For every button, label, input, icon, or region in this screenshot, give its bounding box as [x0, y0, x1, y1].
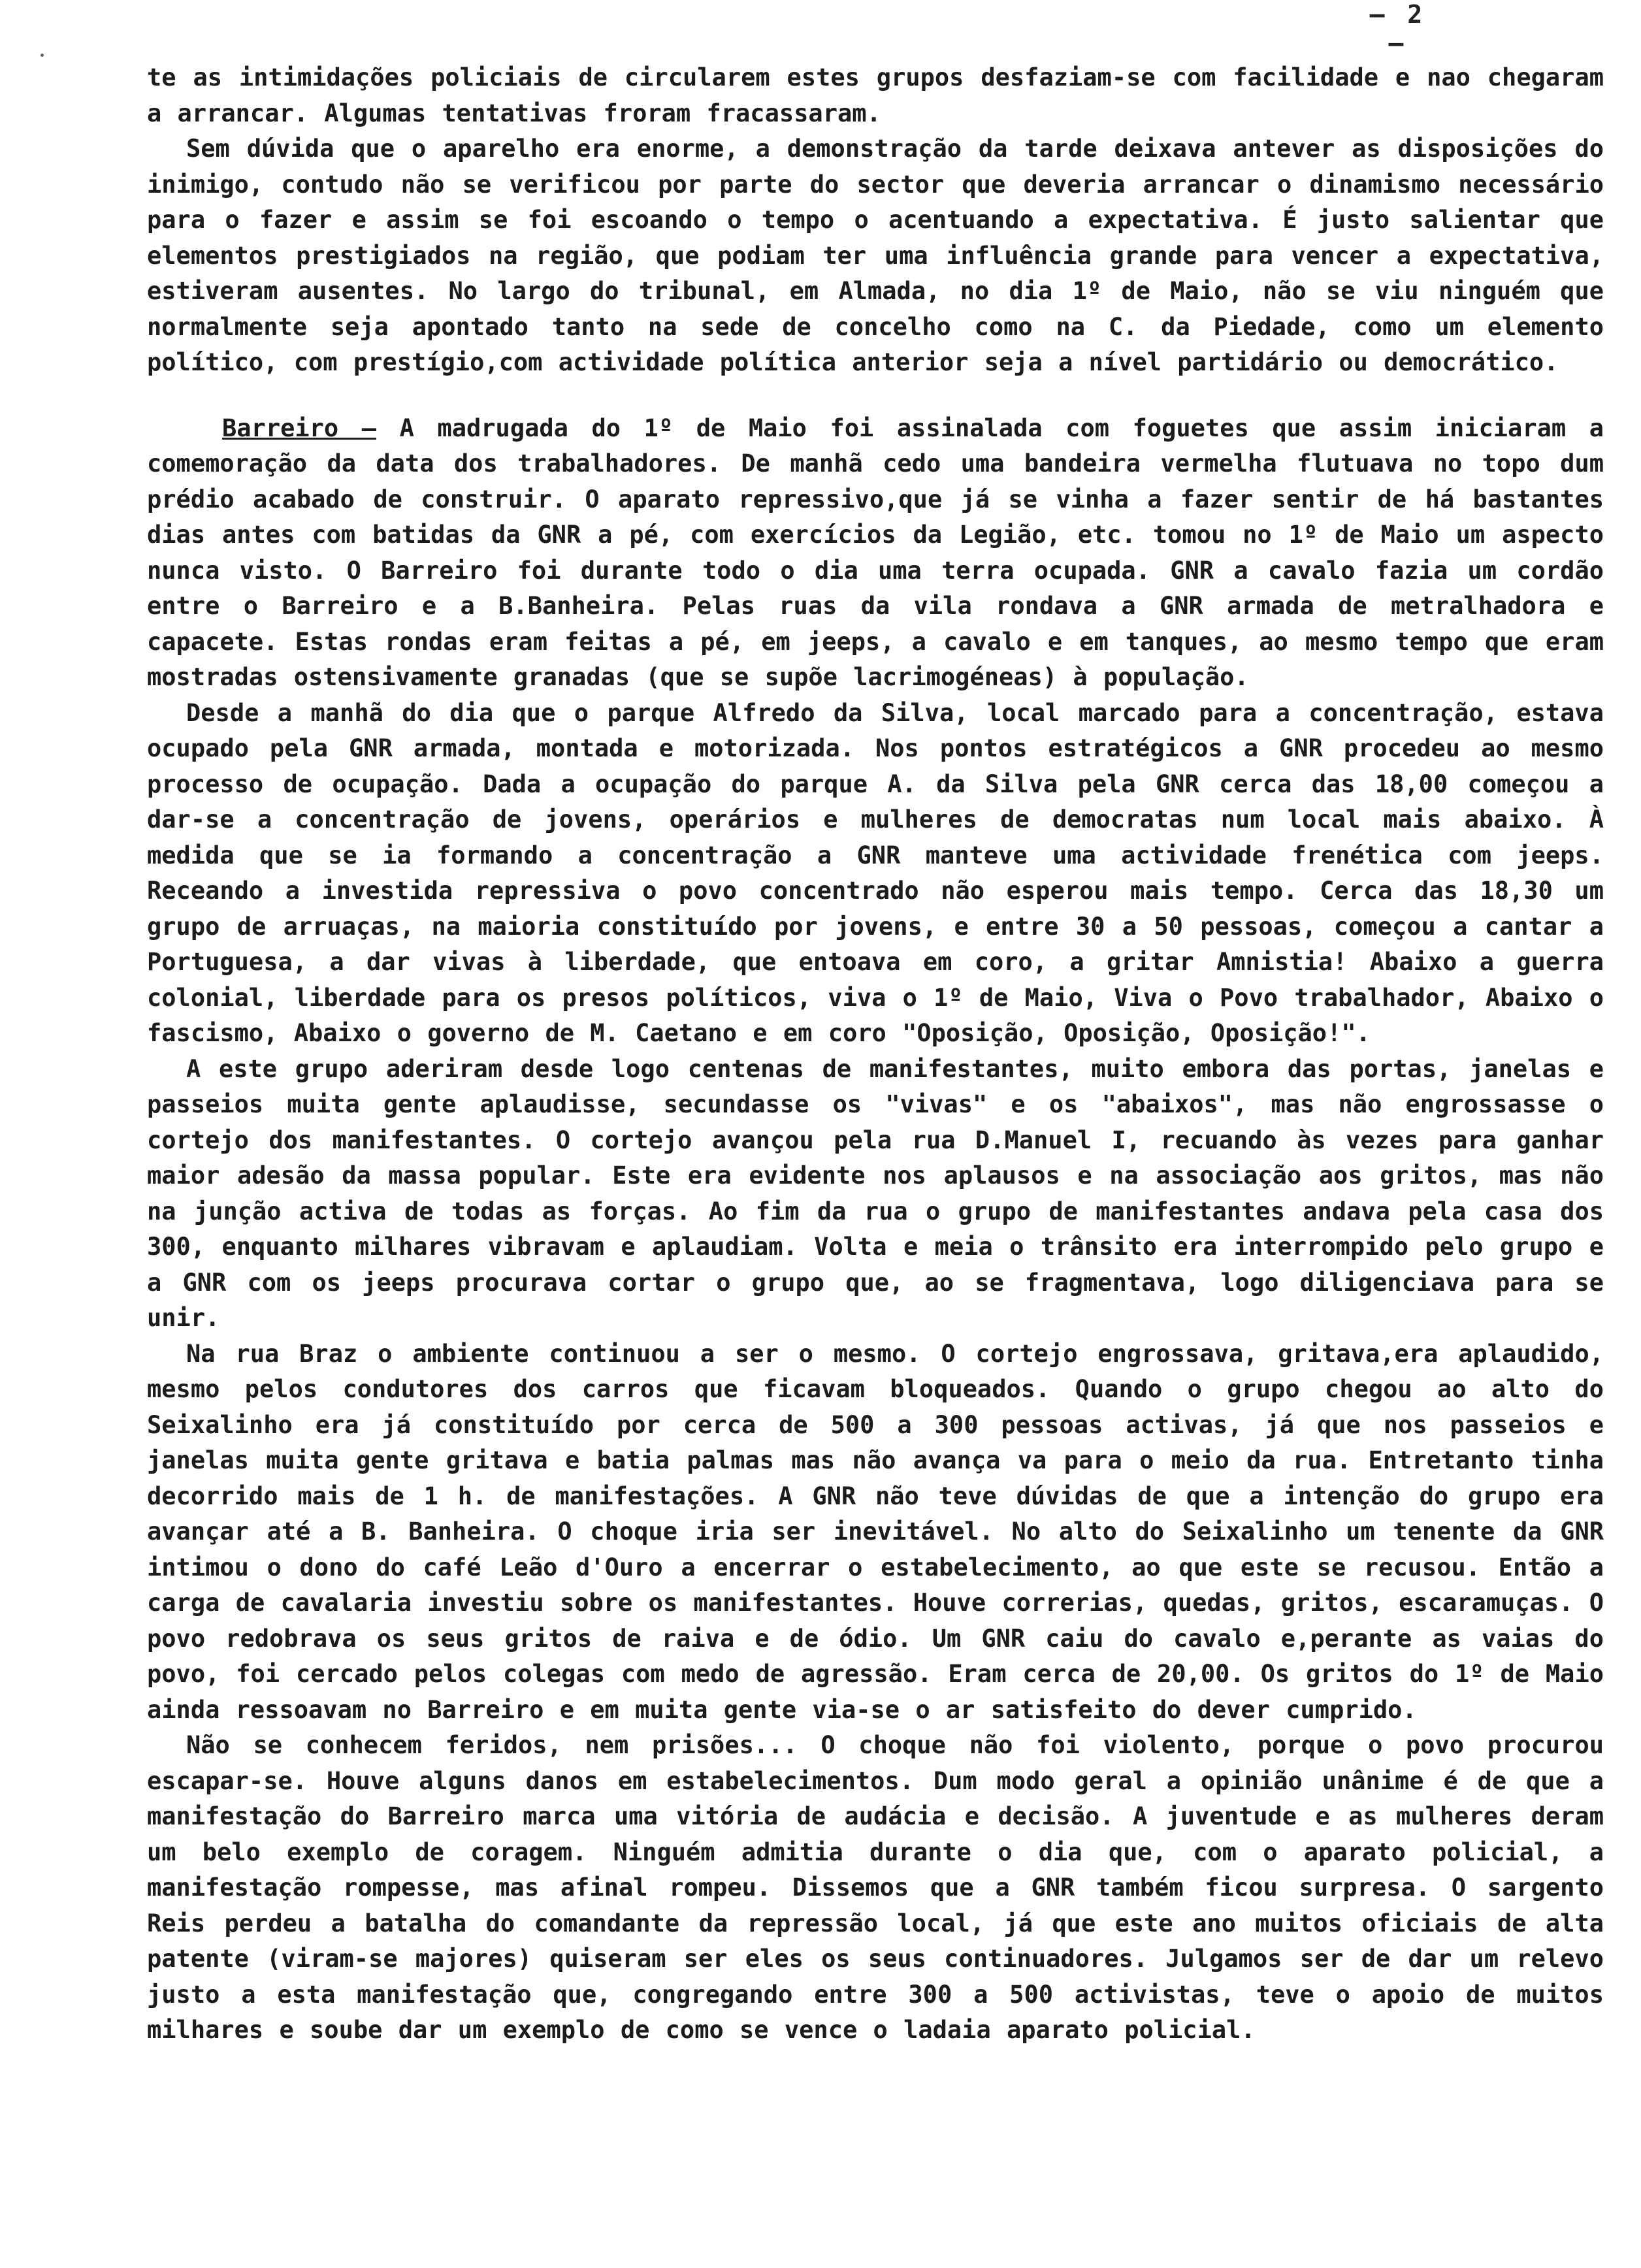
barreiro-heading: Barreiro – [222, 413, 377, 442]
paragraph-barreiro [147, 411, 1604, 696]
scan-speck [41, 54, 44, 57]
paragraph-conclusion: Não se conhecem feridos, nem prisões... O choque não foi violento, porque o povo procurou escapar-se. Houve alguns danos em estabelecimentos. Dum modo geral a opinião unânime é de que a manifestação do Barreiro marca uma vitória de audácia e decisão. A juventude e as mulheres deram um belo exemplo de coragem. Ninguém admitia durante o dia que, com o aparato policial, a manifestação rompesse, mas afinal rompeu. Dissemos que a GNR também ficou surpresa. O sargento Reis perdeu a batalha do comandante da repressão local, já que este ano muitos oficiais de alta patente (viram-se majores) quiseram ser eles os seus continuadores. Julgamos ser de dar um relevo justo a esta manifestação que, congregando entre 300 a 500 activistas, teve o apoio de muitos milhares e soube dar um exemplo de como se vence o ladaia aparato policial. [147, 1731, 1604, 2044]
paragraph-barreiro-text: A madrugada do 1º de Maio foi assinalada com foguetes que assim iniciaram a comemoração da data dos trabalhadores. De manhã cedo uma bandeira vermelha flutuava no topo dum prédio acabado de construir. O aparato repressivo,que já se vinha a fazer sentir de há bastantes dias antes com batidas da GNR a pé, com exercícios da Legião, etc. tomou no 1º de Maio um aspecto nunca visto. O Barreiro foi durante todo o dia uma terra ocupada. GNR a cavalo fazia um cordão entre o Barreiro e a B.Banheira. Pelas ruas da vila rondava a GNR armada de metralhadora e capacete. Estas rondas eram feitas a pé, em jeeps, a cavalo e em tanques, ao mesmo tempo que eram mostradas ostensivamente granadas (que se supõe lacrimogéneas) à população. [147, 413, 1604, 691]
paragraph-cortejo: A este grupo aderiram desde logo centenas de manifestantes, muito embora das portas, janelas e passeios muita gente aplaudisse, secundasse os "vivas" e os "abaixos", mas não engrossasse o cortejo dos manifestantes. O cortejo avançou pela rua D.Manuel I, recuando às vezes para ganhar maior adesão da massa popular. Este era evidente nos aplausos e na associação aos gritos, mas não na junção activa de todas as forças. Ao fim da rua o grupo de manifestantes andava pela casa dos 300, enquanto milhares vibravam e aplaudiam. Volta e meia o trânsito era interrompido pelo grupo e a GNR com os jeeps procurava cortar o grupo que, ao se fragmentava, logo diligenciava para se unir. [147, 1054, 1604, 1332]
paragraph-rua-braz: Na rua Braz o ambiente continuou a ser o mesmo. O cortejo engrossava, gritava,era aplaudido, mesmo pelos condutores dos carros que ficavam bloqueados. Quando o grupo chegou ao alto do Seixalinho era já constituído por cerca de 500 a 300 pessoas activas, já que nos passeios e janelas muita gente gritava e batia palmas mas não avança va para o meio da rua. Entretanto tinha decorrido mais de 1 h. de manifestações. A GNR não teve dúvidas de que a intenção do grupo era avançar até a B. Banheira. O choque iria ser inevitável. No alto do Seixalinho um tenente da GNR intimou o dono do café Leão d'Ouro a encerrar o estabelecimento, ao que este se recusou. Então a carga de cavalaria investiu sobre os manifestantes. Houve correrias, quedas, gritos, escaramuças. O povo redobrava os seus gritos de raiva e de ódio. Um GNR caiu do cavalo e,perante as vaias do povo, foi cercado pelos colegas com medo de agressão. Eram cerca de 20,00. Os gritos do 1º de Maio ainda ressoavam no Barreiro e em muita gente via-se o ar satisfeito do dever cumprido. [147, 1339, 1604, 1724]
document-body [147, 60, 1604, 2049]
page-number: – 2 – [1369, 0, 1427, 57]
paragraph-almada: Sem dúvida que o aparelho era enorme, a demonstração da tarde deixava antever as disposições do inimigo, contudo não se verificou por parte do sector que deveria arrancar o dinamismo necessário para o fazer e assim se foi escoando o tempo o acentuando a expectativa. É justo salientar que elementos prestigiados na região, que podiam ter uma influência grande para vencer a expectativa, estiveram ausentes. No largo do tribunal, em Almada, no dia 1º de Maio, não se viu ninguém que normalmente seja apontado tanto na sede de concelho como na C. da Piedade, como um elemento político, com prestígio,com actividade política anterior seja a nível partidário ou democrático. [147, 135, 1604, 376]
paragraph-intro-end: te as intimidações policiais de circularem estes grupos desfaziam-se com facilidade e nao chegaram a arrancar. Algumas tentativas froram fracassaram. [147, 63, 1604, 127]
paragraph-concentration: Desde a manhã do dia que o parque Alfredo da Silva, local marcado para a concentração, estava ocupado pela GNR armada, montada e motorizada. Nos pontos estratégicos a GNR procedeu ao mesmo processo de ocupação. Dada a ocupação do parque A. da Silva pela GNR cerca das 18,00 começou a dar-se a concentração de jovens, operários e mulheres de democratas num local mais abaixo. À medida que se ia formando a concentração a GNR manteve uma actividade frenética com jeeps. Receando a investida repressiva o povo concentrado não esperou mais tempo. Cerca das 18,30 um grupo de arruaças, na maioria constituído por jovens, e entre 30 a 50 pessoas, começou a cantar a Portuguesa, a dar vivas à liberdade, que entoava em coro, a gritar Amnistia! Abaixo a guerra colonial, liberdade para os presos políticos, viva o 1º de Maio, Viva o Povo trabalhador, Abaixo o fascismo, Abaixo o governo de M. Caetano e em coro "Oposição, Oposição, Oposição!". [147, 698, 1604, 1047]
